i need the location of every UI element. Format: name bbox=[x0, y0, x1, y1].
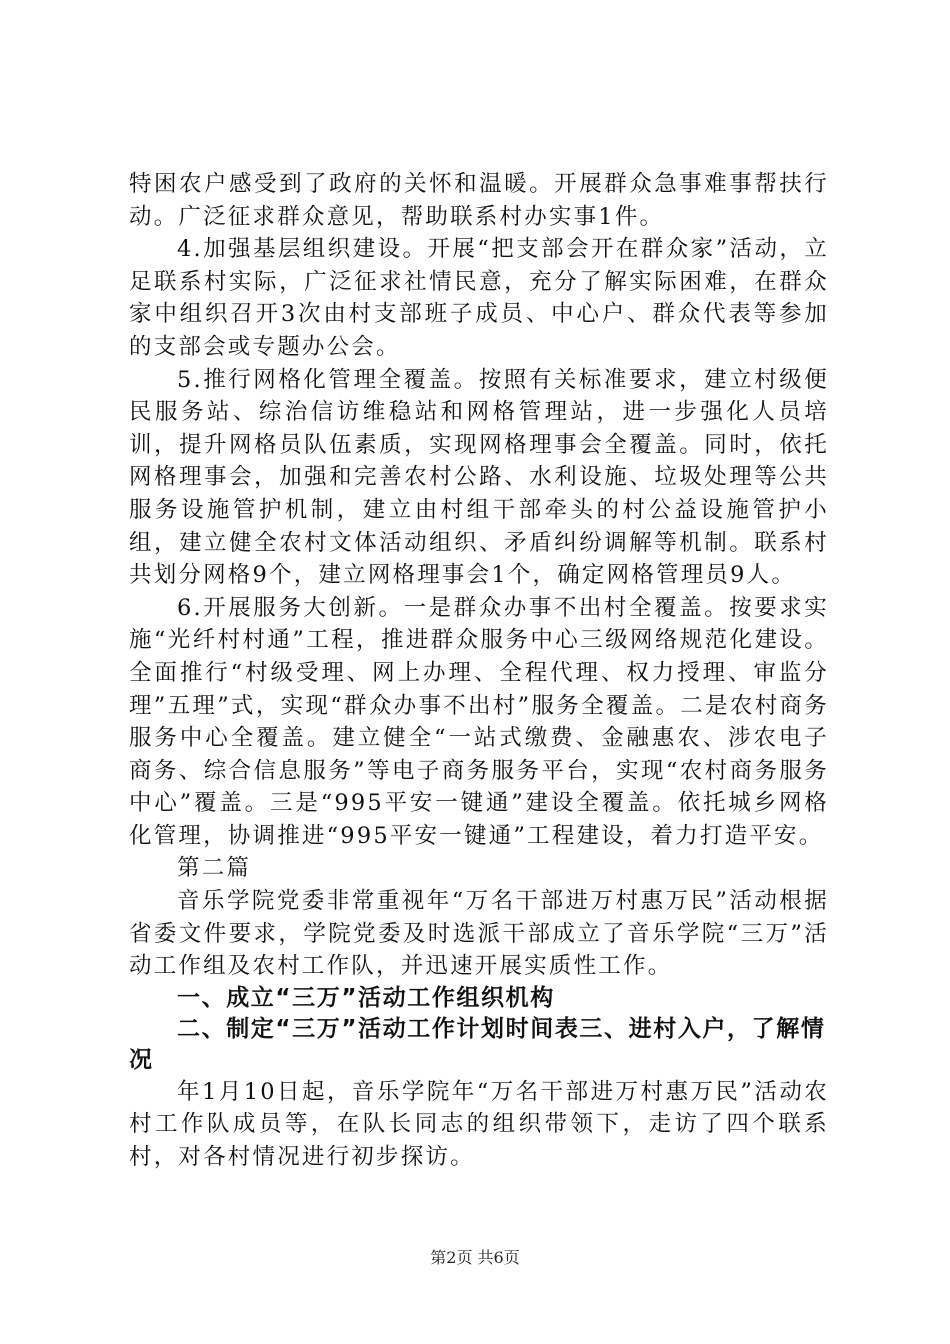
paragraph: 4.加强基层组织建设。开展“把支部会开在群众家”活动，立足联系村实际，广泛征求社情民意，充分了解实际困难，在群众家中组织召开3次由村支部班子成员、中心户、群众代表等参加的支部会或专题办公会。 bbox=[129, 236, 829, 360]
paragraph: 6.开展服务大创新。一是群众办事不出村全覆盖。按要求实施“光纤村村通”工程，推进群众服务中心三级网络规范化建设。全面推行“村级受理、网上办理、全程代理、权力授理、审监分理”五理”式，实现“群众办事不出村”服务全覆盖。二是农村商务服务中心全覆盖。建立健全“一站式缴费、金融惠农、涉农电子商务、综合信息服务”等电子商务服务平台，实现“农村商务服务中心”覆盖。三是“995平安一键通”建设全覆盖。依托城乡网格化管理，协调推进“995平安一键通”工程建设，着力打造平安。 bbox=[129, 594, 829, 849]
paragraph: 特困农户感受到了政府的关怀和温暖。开展群众急事难事帮扶行动。广泛征求群众意见，帮助联系村办实事1件。 bbox=[129, 171, 829, 230]
document-body bbox=[129, 168, 829, 1174]
paragraph: 年1月10日起，音乐学院年“万名干部进万村惠万民”活动农村工作队成员等，在队长同志的组织带领下，走访了四个联系村，对各村情况进行初步探访。 bbox=[129, 1078, 829, 1171]
paragraph: 5.推行网格化管理全覆盖。按照有关标准要求，建立村级便民服务站、综治信访维稳站和网格管理站，进一步强化人员培训，提升网格员队伍素质，实现网格理事会全覆盖。同时，依托网格理事会，加强和完善农村公路、水利设施、垃圾处理等公共服务设施管护机制，建立由村组干部牵头的村公益设施管护小组，建立健全农村文体活动组织、矛盾纠纷调解等机制。联系村共划分网格9个，建立网格理事会1个，确定网格管理员9人。 bbox=[129, 366, 829, 589]
paragraph: 音乐学院党委非常重视年“万名干部进万村惠万民”活动根据省委文件要求，学院党委及时选派干部成立了音乐学院“三万”活动工作组及农村工作队，并迅速开展实质性工作。 bbox=[129, 888, 829, 980]
heading: 二、制定“三万”活动工作计划时间表三、进村入户，了解情况 bbox=[129, 1015, 826, 1073]
section-title: 第二篇 bbox=[177, 855, 252, 882]
page-footer: 第2页 共6页 bbox=[430, 1248, 520, 1267]
heading: 一、成立“三万”活动工作组织机构 bbox=[177, 984, 555, 1011]
